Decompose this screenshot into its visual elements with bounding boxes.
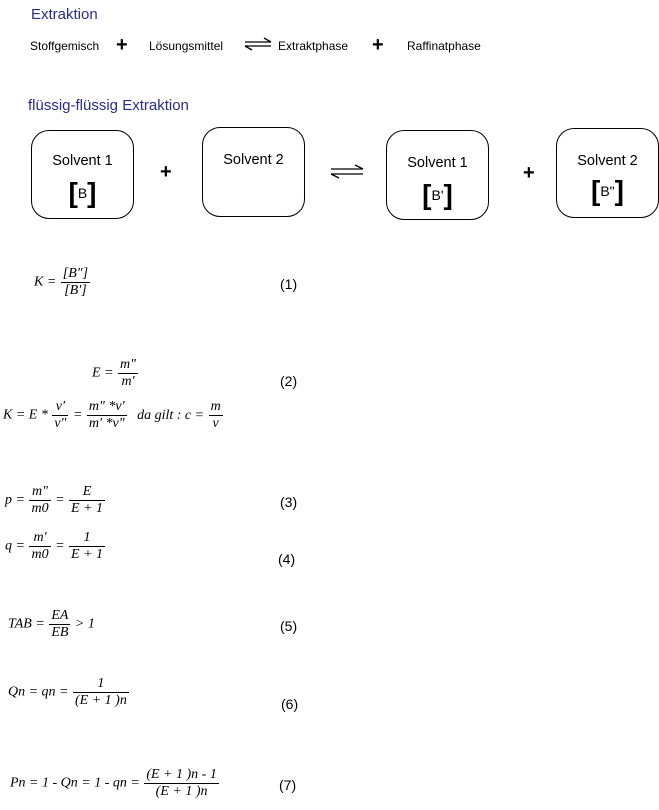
equation-number: (3) <box>280 494 298 510</box>
equation-2b <box>3 399 224 432</box>
denominator: v <box>209 415 223 432</box>
fraction <box>73 676 129 709</box>
fraction <box>144 767 219 800</box>
numerator: E <box>82 484 92 499</box>
numerator: EA <box>51 608 69 623</box>
eq-lhs: E = <box>92 365 114 381</box>
equals-sign: = <box>55 538 65 554</box>
fraction <box>52 399 68 432</box>
fraction <box>69 484 105 517</box>
numerator: 1 <box>97 676 105 691</box>
eq-rhs: > 1 <box>74 616 95 632</box>
equation-2a <box>92 357 139 390</box>
solvent-box-3 <box>386 130 489 220</box>
fraction <box>29 530 50 563</box>
equation-4 <box>5 530 106 563</box>
equilibrium-arrow-icon <box>329 165 365 179</box>
denominator: (E + 1 )n <box>144 783 219 800</box>
equation-7 <box>10 767 220 800</box>
solvent-box-2 <box>202 127 305 217</box>
mixture-label: Stoffgemisch <box>30 39 100 53</box>
species-label: B" <box>600 183 615 199</box>
denominator: v" <box>54 416 67 431</box>
fraction <box>69 530 105 563</box>
denominator: [B'] <box>61 282 90 299</box>
numerator: m" <box>120 357 136 372</box>
eq-lhs: K = <box>34 274 57 290</box>
solvent-label: Solvent 1 <box>52 153 113 169</box>
numerator: m' <box>33 530 47 545</box>
plus-sign: + <box>160 161 172 183</box>
solvent-label: Lösungsmittel <box>149 39 224 53</box>
denominator: m' *v" <box>88 416 125 431</box>
numerator: m" *v' <box>88 399 125 414</box>
equation-number: (5) <box>280 618 298 634</box>
extract-phase-label: Extraktphase <box>278 39 349 53</box>
equation-number: (1) <box>280 276 298 292</box>
equals-sign: = <box>55 492 65 508</box>
fraction <box>61 266 90 299</box>
concentration: [B] <box>68 177 97 208</box>
species-label: B <box>77 185 88 201</box>
solvent-label: Solvent 2 <box>577 153 638 169</box>
fraction <box>118 357 138 390</box>
species-label: B' <box>431 187 444 203</box>
eq-lhs: p = <box>5 492 25 508</box>
equation-5 <box>8 608 95 641</box>
concentration: [B'] <box>422 179 453 210</box>
solvent-label: Solvent 2 <box>223 152 284 168</box>
lle-title: flüssig-flüssig Extraktion <box>28 97 189 114</box>
denominator: (E + 1 )n <box>75 693 127 708</box>
eq-lhs: q = <box>5 538 25 554</box>
numerator: (E + 1 )n - 1 <box>146 767 217 782</box>
equation-1 <box>34 266 91 299</box>
fraction <box>49 608 70 641</box>
concentration: [B"] <box>591 175 624 206</box>
numerator: v' <box>55 399 65 414</box>
denominator: E + 1 <box>71 501 104 516</box>
condition-text: da gilt : c = <box>137 407 205 423</box>
plus-sign: + <box>372 34 384 56</box>
solvent-label: Solvent 1 <box>407 155 468 171</box>
denominator: m0 <box>31 547 49 562</box>
denominator: m0 <box>31 501 49 516</box>
eq-lhs: Qn = qn = <box>8 684 69 700</box>
solvent-box-1 <box>31 130 134 219</box>
numerator: [B"] <box>62 266 89 281</box>
eq-lhs: TAB = <box>8 616 45 632</box>
fraction <box>209 399 223 432</box>
equilibrium-arrow-icon <box>243 38 273 50</box>
equation-number: (6) <box>281 696 299 712</box>
numerator: m <box>210 399 221 414</box>
plus-sign: + <box>116 34 128 56</box>
plus-sign: + <box>523 162 535 184</box>
eq-lhs: K = E * <box>3 407 48 423</box>
equals-sign: = <box>72 407 83 423</box>
numerator: m" <box>32 484 49 499</box>
fraction <box>29 484 50 517</box>
raffinate-phase-label: Raffinatphase <box>407 39 481 53</box>
equation-6 <box>8 676 130 709</box>
equation-number: (4) <box>278 551 296 567</box>
equation-number: (7) <box>279 777 297 793</box>
fraction <box>87 399 127 432</box>
numerator: 1 <box>83 530 91 545</box>
equation-number: (2) <box>280 373 298 389</box>
denominator: E + 1 <box>71 547 104 562</box>
denominator: m' <box>118 373 138 390</box>
eq-lhs: Pn = 1 - Qn = 1 - qn = <box>10 775 140 791</box>
equation-3 <box>5 484 106 517</box>
denominator: EB <box>51 625 69 640</box>
solvent-box-4 <box>556 128 659 218</box>
extraction-title: Extraktion <box>31 6 98 23</box>
